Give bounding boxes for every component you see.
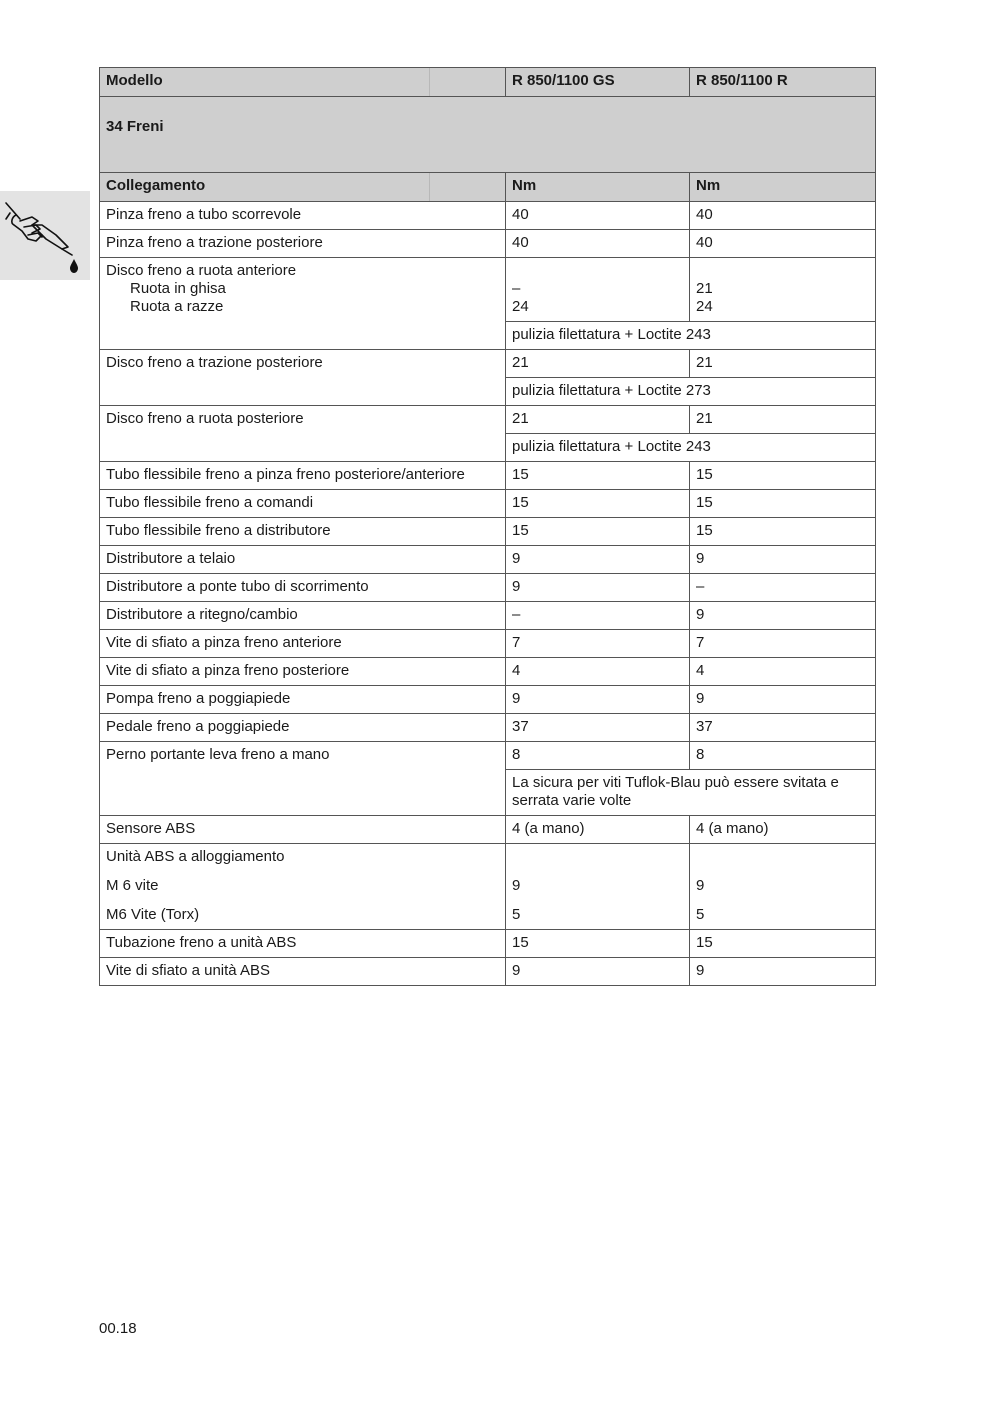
row-label-group: [100, 258, 506, 350]
table-row: [100, 630, 876, 658]
row-gs-value: 37: [506, 714, 690, 742]
row-label: Tubo flessibile freno a distributore: [100, 518, 506, 546]
table-row: [100, 742, 876, 770]
table-row: [100, 658, 876, 686]
row-note: La sicura per viti Tuflok-Blau può essere svitata e serrata varie volte: [506, 770, 876, 816]
table-row: [100, 490, 876, 518]
row-sublabel: Ruota in ghisa: [130, 280, 226, 297]
row-gs-value: –: [506, 602, 690, 630]
subheader-connection-label: Collegamento: [106, 177, 206, 194]
row-gs-value: 9: [506, 958, 690, 986]
row-gs-value: 4: [506, 658, 690, 686]
row-label: Tubo flessibile freno a pinza freno posteriore/anteriore: [100, 462, 506, 490]
row-gs-values: [506, 258, 690, 322]
row-label: Pinza freno a trazione posteriore: [100, 230, 506, 258]
page-number: 00.18: [99, 1320, 137, 1337]
row-gs-values: [506, 844, 690, 930]
row-r-values: [690, 844, 876, 930]
row-r-value: 37: [690, 714, 876, 742]
row-gs-value: 40: [506, 202, 690, 230]
row-note: pulizia filettatura + Loctite 243: [506, 322, 876, 350]
table-row: [100, 602, 876, 630]
row-gs-value: 9: [506, 686, 690, 714]
hand-wrench-oil-drop-icon: [2, 195, 88, 277]
row-label: Pinza freno a tubo scorrevole: [100, 202, 506, 230]
row-sublabel: M 6 vite: [106, 877, 159, 894]
row-r-value: 15: [690, 490, 876, 518]
table-row: [100, 686, 876, 714]
row-r-value: 21: [690, 350, 876, 378]
table-row: [100, 930, 876, 958]
row-r-value: 21: [690, 406, 876, 434]
row-label: Unità ABS a alloggiamento: [106, 848, 285, 865]
subheader-gs-unit: Nm: [506, 173, 690, 202]
row-label: Disco freno a ruota posteriore: [100, 406, 506, 462]
header-model-label: Modello: [106, 72, 163, 89]
row-gs-value: –: [512, 280, 521, 297]
row-r-value: 15: [690, 930, 876, 958]
table-row: [100, 406, 876, 434]
row-label: Distributore a telaio: [100, 546, 506, 574]
row-gs-value: 15: [506, 930, 690, 958]
row-r-value: 9: [690, 686, 876, 714]
subheader-connection-cell: [100, 173, 506, 202]
row-gs-value: 15: [506, 518, 690, 546]
chapter-tab: [0, 191, 90, 280]
row-label: Distributore a ritegno/cambio: [100, 602, 506, 630]
row-gs-value: 9: [512, 877, 521, 894]
row-r-value: 8: [690, 742, 876, 770]
row-label: Tubo flessibile freno a comandi: [100, 490, 506, 518]
row-label: Tubazione freno a unità ABS: [100, 930, 506, 958]
row-r-value: 15: [690, 462, 876, 490]
table-row: [100, 462, 876, 490]
row-label: Pedale freno a poggiapiede: [100, 714, 506, 742]
row-gs-value: 8: [506, 742, 690, 770]
table-row: [100, 546, 876, 574]
row-note: pulizia filettatura + Loctite 273: [506, 378, 876, 406]
table-row: [100, 258, 876, 322]
row-gs-value: 21: [506, 406, 690, 434]
row-gs-value: 15: [506, 490, 690, 518]
row-r-value: 9: [690, 958, 876, 986]
row-r-value: 24: [696, 298, 713, 315]
header-r-cell: R 850/1100 R: [690, 68, 876, 97]
row-gs-value: 5: [512, 906, 521, 923]
row-gs-value: 7: [506, 630, 690, 658]
row-r-value: 9: [690, 546, 876, 574]
row-r-value: 7: [690, 630, 876, 658]
row-r-value: 40: [690, 202, 876, 230]
row-label: Pompa freno a poggiapiede: [100, 686, 506, 714]
row-r-value: 4 (a mano): [690, 816, 876, 844]
row-gs-value: 24: [512, 298, 529, 315]
row-r-value: 5: [696, 906, 705, 923]
table-row: [100, 574, 876, 602]
table-row: [100, 230, 876, 258]
row-sublabel: Ruota a razze: [130, 298, 224, 315]
header-model-cell: [100, 68, 506, 97]
table-row: [100, 958, 876, 986]
table-row: [100, 714, 876, 742]
row-label-group: [100, 844, 506, 930]
row-label: Vite di sfiato a pinza freno posteriore: [100, 658, 506, 686]
row-gs-value: 4 (a mano): [506, 816, 690, 844]
row-label: Disco freno a trazione posteriore: [100, 350, 506, 406]
header-gs-cell: R 850/1100 GS: [506, 68, 690, 97]
row-r-value: 4: [690, 658, 876, 686]
section-title: 34 Freni: [100, 97, 876, 173]
row-r-value: 9: [696, 877, 705, 894]
row-label: Vite di sfiato a unità ABS: [100, 958, 506, 986]
table-row: [100, 816, 876, 844]
subheader-r-unit: Nm: [690, 173, 876, 202]
table-row: [100, 844, 876, 930]
table-row: [100, 518, 876, 546]
row-label: Perno portante leva freno a mano: [100, 742, 506, 816]
row-r-value: –: [690, 574, 876, 602]
table-subheader-row: [100, 173, 876, 202]
row-r-value: 15: [690, 518, 876, 546]
row-r-value: 40: [690, 230, 876, 258]
row-gs-value: 9: [506, 546, 690, 574]
table-row: [100, 350, 876, 378]
row-r-values: [690, 258, 876, 322]
torque-table: [99, 67, 876, 986]
row-note: pulizia filettatura + Loctite 243: [506, 434, 876, 462]
row-r-value: 21: [696, 280, 713, 297]
row-gs-value: 15: [506, 462, 690, 490]
table-header-row: [100, 68, 876, 97]
row-gs-value: 40: [506, 230, 690, 258]
row-sublabel: M6 Vite (Torx): [106, 906, 200, 923]
table-row: [100, 202, 876, 230]
row-label: Disco freno a ruota anteriore: [106, 262, 297, 279]
row-label: Vite di sfiato a pinza freno anteriore: [100, 630, 506, 658]
row-gs-value: 9: [506, 574, 690, 602]
section-row: [100, 97, 876, 173]
row-r-value: 9: [690, 602, 876, 630]
row-label: Sensore ABS: [100, 816, 506, 844]
row-gs-value: 21: [506, 350, 690, 378]
row-label: Distributore a ponte tubo di scorrimento: [100, 574, 506, 602]
